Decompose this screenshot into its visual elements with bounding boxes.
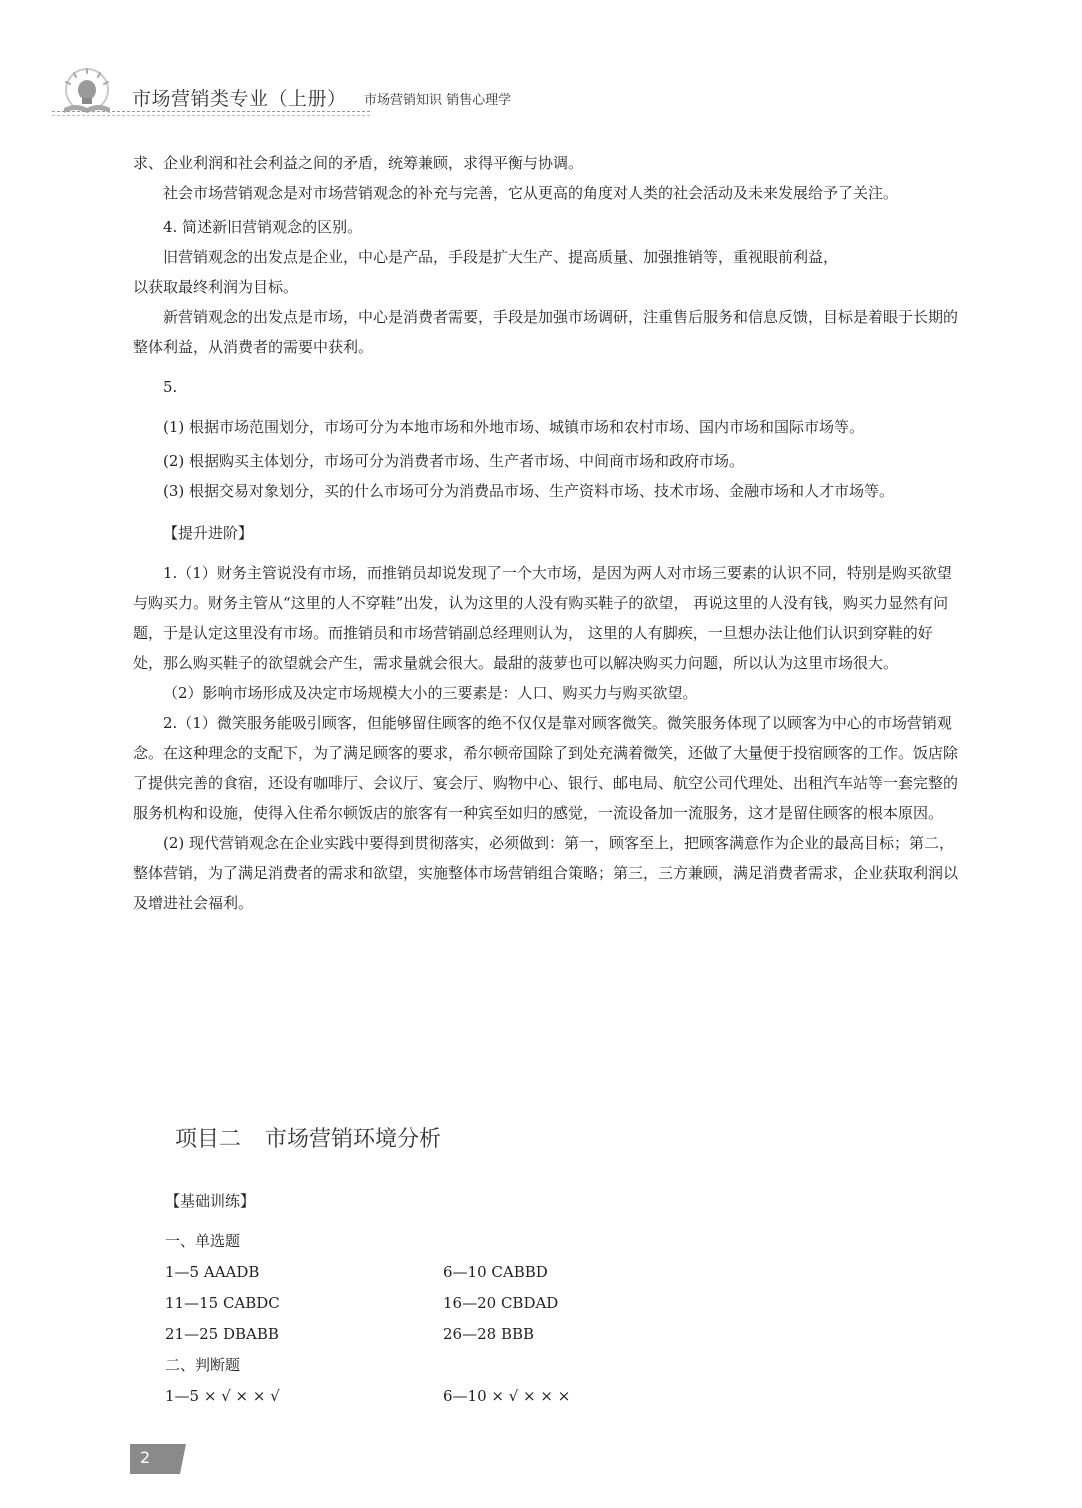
header-subtitle: 市场营销知识 销售心理学 [364,93,512,108]
answer-cell: 26—28 BBB [443,1325,535,1343]
header-title: 市场营销类专业（上册） [132,88,347,110]
answer-cell: 11—15 CABDC [165,1294,280,1312]
body-text [133,148,959,918]
answer-key [165,1186,665,1412]
section-heading: 【提升进阶】 [163,524,254,542]
header-divider-secondary [52,115,370,116]
page-tab-shape-icon [130,1444,186,1474]
answer-cell: 6—10 CABBD [443,1263,548,1281]
answer-cell: 6—10 × √ × × × [443,1387,571,1405]
question-heading: 5. [163,378,178,396]
question-heading: 4. 简述新旧营销观念的区别。 [163,218,363,236]
answer-cell: 1—5 AAADB [165,1263,260,1281]
paragraph: 以获取最终利润为目标。 [133,278,299,296]
list-item: (3) 根据交易对象划分，买的什么市场可分为消费品市场、生产资料市场、技术市场、金融市场和人才市场等。 [163,482,895,500]
answer-cell: 21—25 DBABB [165,1325,279,1343]
page-number: 2 [140,1448,151,1467]
paragraph: (2) 现代营销观念在企业实践中要得到贯彻落实，必须做到：第一，顾客至上，把顾客满意作为企业的最高目标；第二，整体营销，为了满足消费者的需求和欲望，实施整体市场营销组合策略；第三，三方兼顾，满足消费者需求，企业获取利润以及增进社会福利。 [133,834,959,912]
answer-row [165,1288,665,1319]
paragraph: 求、企业利润和社会利益之间的矛盾，统筹兼顾，求得平衡与协调。 [133,154,584,172]
section-heading: 【基础训练】 [165,1192,256,1210]
paragraph: 新营销观念的出发点是市场，中心是消费者需要，手段是加强市场调研，注重售后服务和信息反馈，目标是着眼于长期的整体利益，从消费者的需要中获利。 [133,308,959,356]
paragraph: （2）影响市场形成及决定市场规模大小的三要素是：人口、购买力与购买欲望。 [163,684,698,702]
answer-row [165,1257,665,1288]
paragraph: 社会市场营销观念是对市场营销观念的补充与完善，它从更高的角度对人类的社会活动及未来发展给予了关注。 [163,184,899,202]
answer-row [165,1381,665,1412]
paragraph: 旧营销观念的出发点是企业，中心是产品，手段是扩大生产、提高质量、加强推销等，重视眼前利益， [163,248,839,266]
list-item: (1) 根据市场范围划分，市场可分为本地市场和外地市场、城镇市场和农村市场、国内市场和国际市场等。 [163,418,865,436]
paragraph: 1.（1）财务主管说没有市场，而推销员却说发现了一个大市场，是因为两人对市场三要素的认识不同，特别是购买欲望与购买力。财务主管从“这里的人不穿鞋”出发，认为这里的人没有购买鞋子的欲望， 再说这里的人没有钱，购买力显然有问题，于是认定这里没有市场。而推销员和市场营销副总经理则认为， 这里的人有脚疾，一旦想办法让他们认识到穿鞋的好处，那么购买鞋子的欲望就会产生，需求量就会很大。最甜的菠萝也可以解决购买力问题，所以认为这里市场很大。 [133,564,952,672]
project-title [175,1122,441,1153]
page-number-tab [130,1444,186,1474]
answer-cell: 16—20 CBDAD [443,1294,559,1312]
paragraph: 2.（1）微笑服务能吸引顾客，但能够留住顾客的绝不仅仅是靠对顾客微笑。微笑服务体现了以顾客为中心的市场营销观念。在这种理念的支配下，为了满足顾客的要求，希尔顿帝国除了到处充满着微笑，还做了大量便于投宿顾客的工作。饭店除了提供完善的食宿，还设有咖啡厅、会议厅、宴会厅、购物中心、银行、邮电局、航空公司代理处、出租汽车站等一套完整的服务机构和设施，使得入住希尔顿饭店的旅客有一种宾至如归的感觉，一流设备加一流服务，这才是留住顾客的根本原因。 [133,714,959,822]
header-divider [52,111,370,112]
subsection-heading: 一、单选题 [165,1232,241,1250]
project-name: 市场营销环境分析 [265,1127,442,1152]
list-item: (2) 根据购买主体划分，市场可分为消费者市场、生产者市场、中间商市场和政府市场。 [163,452,745,470]
subsection-heading: 二、判断题 [165,1356,241,1374]
page-header [52,66,512,126]
project-number: 项目二 [175,1127,242,1152]
answer-row [165,1319,665,1350]
answer-cell: 1—5 × √ × × √ [165,1387,280,1405]
